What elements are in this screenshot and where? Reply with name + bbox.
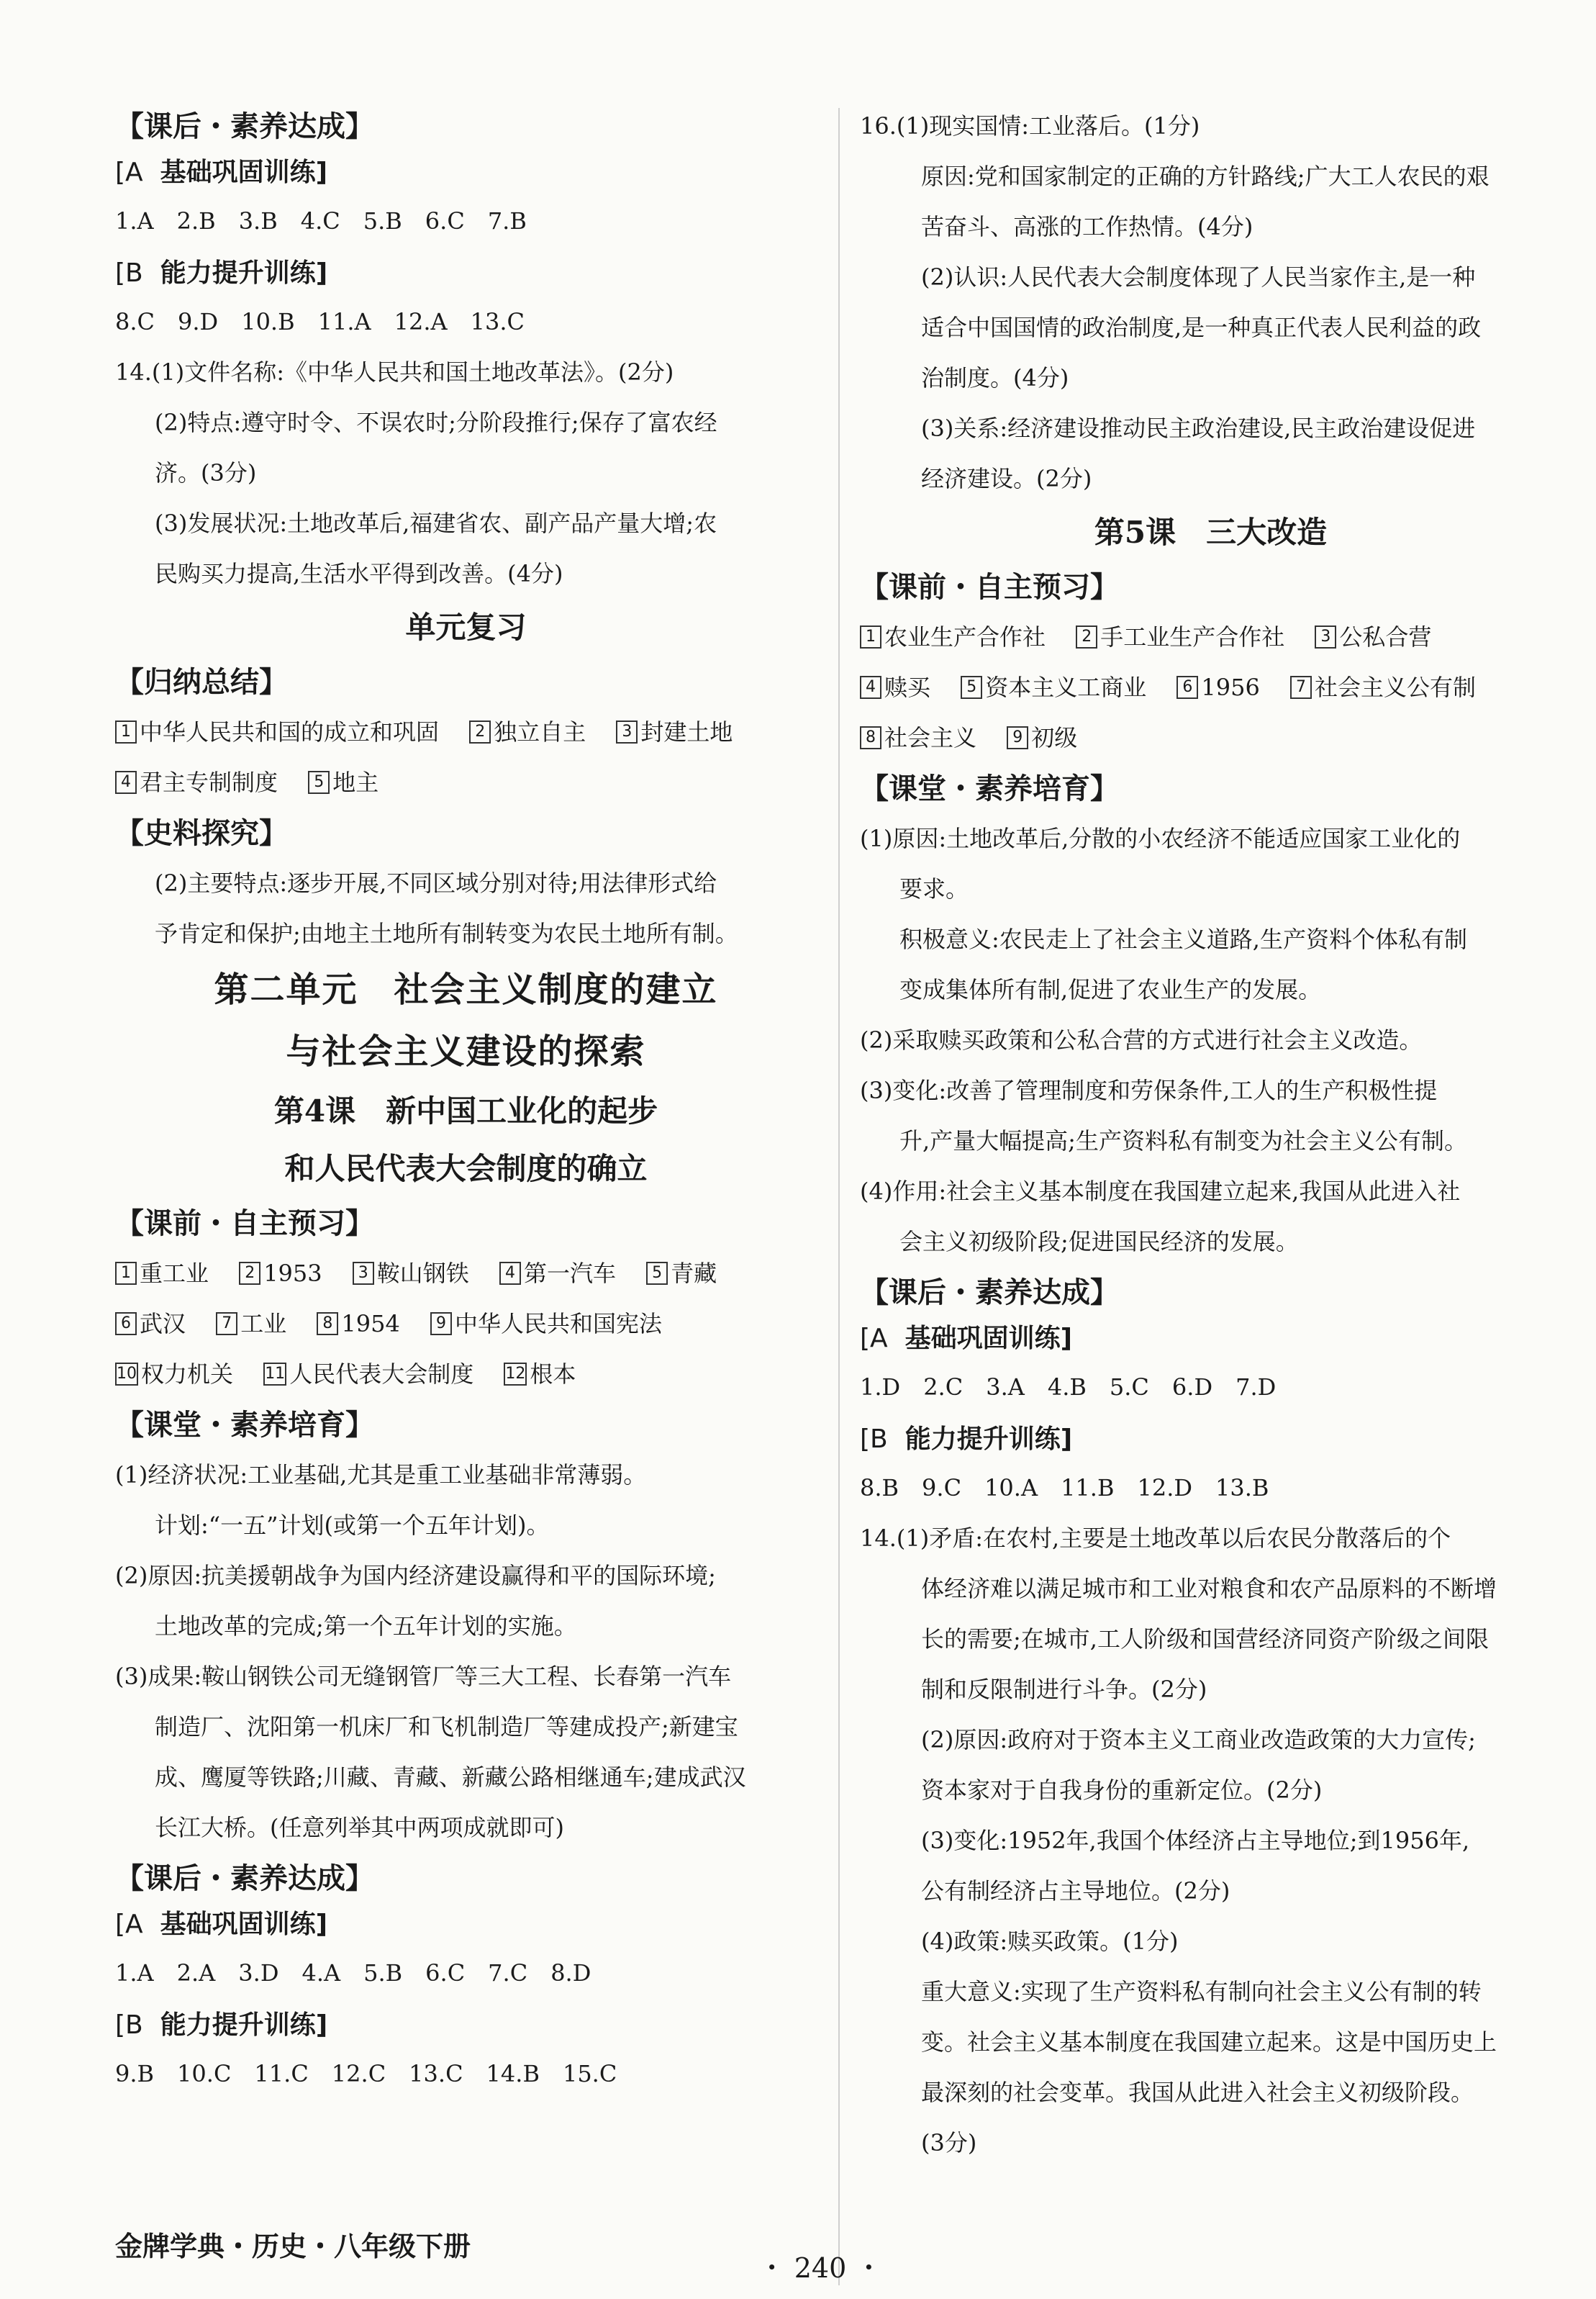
- section-title: 【课后・素养达成】: [115, 110, 374, 143]
- text-line: (1)经济状况:工业基础,尤其是重工业基础非常薄弱。: [115, 1461, 647, 1489]
- subsection-b: [B 能力提升训练]: [115, 2010, 328, 2040]
- text-line: 变。社会主义基本制度在我国建立起来。这是中国历史上: [921, 2028, 1497, 2056]
- section-title: 【课前・自主预习】: [860, 571, 1119, 604]
- text-line: (2)主要特点:逐步开展,不同区域分别对待;用法律形式给: [155, 870, 717, 897]
- answer-line: 8.B 9.C 10.A 11.B 12.D 13.B: [860, 1474, 1269, 1501]
- left-column: [115, 101, 817, 2099]
- text-line: 长江大桥。(任意列举其中两项成就即可): [155, 1814, 564, 1841]
- section-title: 【课后・素养达成】: [860, 1276, 1119, 1309]
- text-line: 经济建设。(2分): [921, 465, 1092, 492]
- text-line: 济。(3分): [155, 459, 257, 487]
- text-line: 长的需要;在城市,工人阶级和国营经济同资产阶级之间限: [921, 1625, 1489, 1653]
- text-line: 土地改革的完成;第一个五年计划的实施。: [155, 1612, 577, 1640]
- book-title: 金牌学典・历史・八年级下册: [115, 2231, 471, 2262]
- text-line: 资本家对于自我身份的重新定位。(2分): [921, 1776, 1323, 1804]
- answer-row: 4 赎买 5 资本主义工商业 6 1956 7 社会主义公有制: [860, 662, 1561, 713]
- lesson-title: 和人民代表大会制度的确立: [284, 1151, 648, 1186]
- text-line: 积极意义:农民走上了社会主义道路,生产资料个体私有制: [899, 926, 1467, 953]
- text-line: (3)变化:1952年,我国个体经济占主导地位;到1956年,: [921, 1827, 1470, 1854]
- section-title: 【课前・自主预习】: [115, 1207, 374, 1240]
- answer-row: 1 重工业 2 1953 3 鞍山钢铁 4 第一汽车 5 青藏: [115, 1248, 817, 1298]
- subsection-b: [B 能力提升训练]: [115, 258, 328, 288]
- text-line: 变成集体所有制,促进了农业生产的发展。: [899, 976, 1322, 1003]
- section-title: 【课堂・素养培育】: [860, 772, 1119, 805]
- subsection-a: [A 基础巩固训练]: [115, 1910, 328, 1939]
- answer-row: 1 中华人民共和国的成立和巩固 2 独立自主 3 封建土地: [115, 707, 817, 757]
- text-line: (2)原因:抗美援朝战争为国内经济建设赢得和平的国际环境;: [115, 1562, 716, 1589]
- text-line: 16.(1)现实国情:工业落后。(1分): [860, 112, 1200, 140]
- answer-row: 4 君主专制制度 5 地主: [115, 757, 817, 808]
- text-line: (3)成果:鞍山钢铁公司无缝钢管厂等三大工程、长春第一汽车: [115, 1663, 732, 1690]
- answer-row: 10 权力机关 11 人民代表大会制度 12 根本: [117, 1360, 576, 1388]
- right-column: [860, 101, 1561, 2168]
- unit-title: 与社会主义建设的探索: [286, 1031, 646, 1072]
- text-line: 制和反限制进行斗争。(2分): [921, 1676, 1207, 1703]
- text-line: 会主义初级阶段;促进国民经济的发展。: [899, 1228, 1299, 1255]
- answer-row: 6 武汉 7 工业 8 1954 9 中华人民共和国宪法: [115, 1298, 817, 1349]
- text-line: (4)作用:社会主义基本制度在我国建立起来,我国从此进入社: [860, 1178, 1461, 1205]
- unit-review-title: 单元复习: [405, 610, 527, 645]
- text-line: (3分): [921, 2129, 977, 2156]
- text-line: 体经济难以满足城市和工业对粮食和农产品原料的不断增: [921, 1575, 1497, 1602]
- section-title: 【归纳总结】: [115, 666, 288, 699]
- text-line: (3)变化:改善了管理制度和劳保条件,工人的生产积极性提: [860, 1077, 1438, 1104]
- text-line: 成、鹰厦等铁路;川藏、青藏、新藏公路相继通车;建成武汉: [155, 1763, 746, 1791]
- text-line: 最深刻的社会变革。我国从此进入社会主义初级阶段。: [921, 2079, 1474, 2106]
- lesson-title: 第4课 新中国工业化的起步: [273, 1093, 658, 1129]
- subsection-b: [B 能力提升训练]: [860, 1424, 1073, 1454]
- text-line: (2)采取赎买政策和公私合营的方式进行社会主义改造。: [860, 1026, 1423, 1054]
- column-divider: [838, 108, 840, 2285]
- text-line: (2)特点:遵守时令、不误农时;分阶段推行;保存了富农经: [155, 409, 717, 436]
- answer-line: 1.D 2.C 3.A 4.B 5.C 6.D 7.D: [860, 1373, 1277, 1401]
- text-line: 公有制经济占主导地位。(2分): [921, 1877, 1230, 1905]
- text-line: 制造厂、沈阳第一机床厂和飞机制造厂等建成投产;新建宝: [155, 1713, 738, 1740]
- section-title: 【课后・素养达成】: [115, 1862, 374, 1895]
- text-line: 苦奋斗、高涨的工作热情。(4分): [921, 213, 1253, 240]
- text-line: 适合中国国情的政治制度,是一种真正代表人民利益的政: [921, 314, 1482, 341]
- answer-line: 1.A 2.A 3.D 4.A 5.B 6.C 7.C 8.D: [115, 1959, 591, 1987]
- answer-line: 1.A 2.B 3.B 4.C 5.B 6.C 7.B: [115, 207, 527, 235]
- text-line: (1)原因:土地改革后,分散的小农经济不能适应国家工业化的: [860, 825, 1461, 852]
- page-number: ・ 240 ・: [758, 2252, 883, 2284]
- text-line: 14.(1)文件名称:《中华人民共和国土地改革法》。(2分): [115, 358, 674, 386]
- subsection-a: [A 基础巩固训练]: [860, 1324, 1073, 1353]
- text-line: 重大意义:实现了生产资料私有制向社会主义公有制的转: [921, 1978, 1482, 2005]
- section-title: 【史料探究】: [115, 817, 288, 850]
- text-line: 计划:“一五”计划(或第一个五年计划)。: [155, 1512, 550, 1539]
- subsection-a: [A 基础巩固训练]: [115, 158, 328, 187]
- answer-row: 1 农业生产合作社 2 手工业生产合作社 3 公私合营: [860, 612, 1561, 662]
- section-title: 【课堂・素养培育】: [115, 1409, 374, 1442]
- answer-line: 9.B 10.C 11.C 12.C 13.C 14.B 15.C: [115, 2060, 617, 2087]
- text-line: 民购买力提高,生活水平得到改善。(4分): [155, 560, 563, 587]
- text-line: (3)关系:经济建设推动民主政治建设,民主政治建设促进: [921, 415, 1476, 442]
- text-line: 原因:党和国家制定的正确的方针路线;广大工人农民的艰: [921, 163, 1490, 190]
- text-line: (2)认识:人民代表大会制度体现了人民当家作主,是一种: [921, 263, 1476, 291]
- text-line: (4)政策:赎买政策。(1分): [921, 1928, 1179, 1955]
- text-line: (2)原因:政府对于资本主义工商业改造政策的大力宣传;: [921, 1726, 1476, 1753]
- text-line: (3)发展状况:土地改革后,福建省农、副产品产量大增;农: [155, 510, 717, 537]
- text-line: 要求。: [899, 875, 969, 903]
- answer-row: 8 社会主义 9 初级: [860, 713, 1561, 763]
- text-line: 治制度。(4分): [921, 364, 1069, 392]
- text-line: 升,产量大幅提高;生产资料私有制变为社会主义公有制。: [899, 1127, 1467, 1155]
- text-line: 14.(1)矛盾:在农村,主要是土地改革以后农民分散落后的个: [860, 1525, 1451, 1552]
- lesson-title: 第5课 三大改造: [1094, 515, 1328, 550]
- text-line: 予肯定和保护;由地主土地所有制转变为农民土地所有制。: [155, 920, 738, 947]
- answer-line: 8.C 9.D 10.B 11.A 12.A 13.C: [115, 308, 525, 335]
- unit-title: 第二单元 社会主义制度的建立: [214, 970, 718, 1010]
